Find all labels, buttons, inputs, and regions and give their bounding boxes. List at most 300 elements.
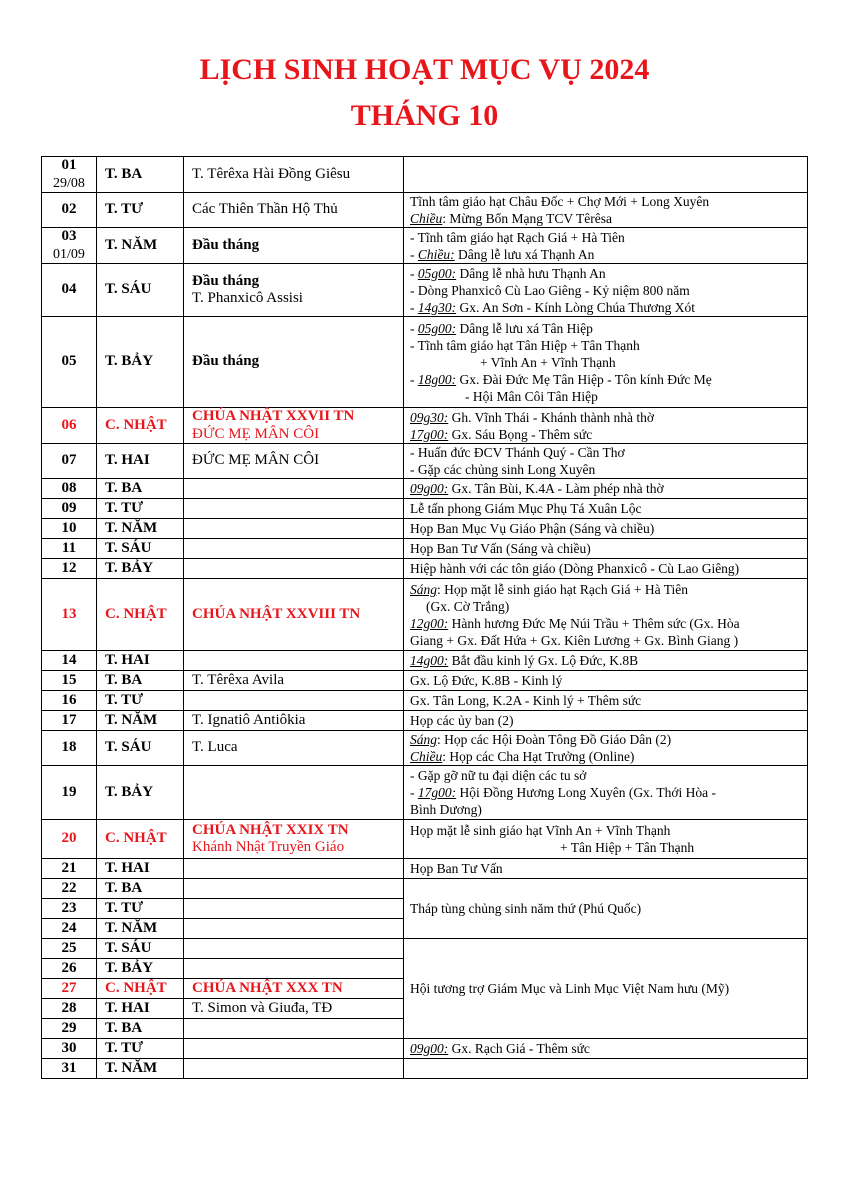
feast-cell xyxy=(184,671,404,691)
day-number-cell xyxy=(42,959,97,979)
weekday: T. BA xyxy=(105,165,143,182)
event-line xyxy=(410,1040,802,1057)
events-cell xyxy=(404,479,808,499)
day-number: 16 xyxy=(61,691,77,708)
table-row xyxy=(42,820,808,859)
day-number: 27 xyxy=(61,979,77,996)
event-time: 17g00: xyxy=(417,785,457,800)
events-cell xyxy=(404,539,808,559)
table-row xyxy=(42,317,808,408)
weekday: T. NĂM xyxy=(105,519,158,536)
feast-cell xyxy=(184,579,404,651)
event-time: Sáng xyxy=(410,732,437,747)
day-number: 29 xyxy=(61,1019,77,1036)
weekday-cell xyxy=(97,939,184,959)
weekday: T. BA xyxy=(105,1019,143,1036)
events-cell xyxy=(404,1059,808,1079)
schedule-table xyxy=(41,156,808,1079)
weekday-cell xyxy=(97,228,184,264)
event-line: (Gx. Cờ Trắng) xyxy=(426,598,510,614)
weekday-cell xyxy=(97,317,184,408)
feast-cell xyxy=(184,317,404,408)
feast-cell xyxy=(184,264,404,317)
event-line: - Tĩnh tâm giáo hạt Tân Hiệp + Tân Thạnh xyxy=(410,337,640,353)
weekday-cell xyxy=(97,579,184,651)
event-time: 05g00: xyxy=(417,265,457,281)
events-cell xyxy=(404,264,808,317)
day-number: 21 xyxy=(61,859,77,876)
weekday-cell xyxy=(97,479,184,499)
table-row xyxy=(42,539,808,559)
feast-cell xyxy=(184,519,404,539)
feast-cell xyxy=(184,499,404,519)
events-cell xyxy=(404,1039,808,1059)
event-line: Họp Ban Mục Vụ Giáo Phận (Sáng và chiều) xyxy=(410,521,655,536)
day-number-cell xyxy=(42,499,97,519)
feast-cell xyxy=(184,559,404,579)
event-time: Sáng xyxy=(410,581,437,597)
weekday: T. HAI xyxy=(105,859,150,876)
events-cell xyxy=(404,157,808,193)
feast-cell xyxy=(184,731,404,766)
event-time: Chiều xyxy=(410,211,443,226)
weekday: T. TƯ xyxy=(105,201,144,218)
event-text: Hội Đồng Hương Long Xuyên (Gx. Thới Hòa - xyxy=(456,785,716,800)
feast-name: ĐỨC MẸ MÂN CÔI xyxy=(192,452,320,469)
feast-name: T. Ignatiô Antiôkia xyxy=(192,711,306,728)
table-row xyxy=(42,691,808,711)
events-cell xyxy=(404,879,808,939)
event-line xyxy=(410,784,802,801)
events-cell xyxy=(404,671,808,691)
table-row xyxy=(42,766,808,820)
weekday: T. SÁU xyxy=(105,739,152,756)
weekday: T. TƯ xyxy=(105,691,144,708)
weekday-cell xyxy=(97,766,184,820)
feast-name: CHÚA NHẬT XXX TN xyxy=(192,979,343,996)
day-number-cell xyxy=(42,859,97,879)
weekday: T. BẢY xyxy=(105,353,154,370)
day-number: 17 xyxy=(61,711,77,728)
day-number: 04 xyxy=(61,281,77,298)
event-line: - Huấn đức ĐCV Thánh Quý - Cần Thơ xyxy=(410,445,625,460)
feast-name: CHÚA NHẬT XXVII TN xyxy=(192,408,355,424)
event-line xyxy=(410,426,802,443)
table-row xyxy=(42,731,808,766)
day-number-cell xyxy=(42,408,97,444)
feast-cell xyxy=(184,1039,404,1059)
feast-name: T. Têrêxa Hài Đồng Giêsu xyxy=(192,165,351,182)
weekday-cell xyxy=(97,999,184,1019)
day-number-cell xyxy=(42,711,97,731)
event-line xyxy=(410,210,802,227)
weekday: T. BẢY xyxy=(105,959,154,976)
event-line xyxy=(410,371,802,388)
table-row xyxy=(42,444,808,479)
weekday-cell xyxy=(97,157,184,193)
weekday-cell xyxy=(97,499,184,519)
page-title: LỊCH SINH HOẠT MỤC VỤ 2024 xyxy=(199,53,650,86)
event-text: Gx. Đài Đức Mẹ Tân Hiệp - Tôn kính Đức Mẹ xyxy=(456,371,712,387)
weekday-cell xyxy=(97,193,184,228)
table-row xyxy=(42,228,808,264)
event-text: Gh. Vĩnh Thái - Khánh thành nhà thờ xyxy=(448,409,654,425)
table-row xyxy=(42,879,808,899)
event-line: Hội tương trợ Giám Mục và Linh Mục Việt Nam hưu (Mỹ) xyxy=(410,981,730,996)
lunar-date: 29/08 xyxy=(53,175,85,191)
table-row xyxy=(42,479,808,499)
feast-cell xyxy=(184,1019,404,1039)
day-number: 23 xyxy=(61,899,77,916)
day-number: 05 xyxy=(61,353,77,370)
day-number: 07 xyxy=(61,452,77,469)
weekday: T. NĂM xyxy=(105,919,158,936)
feast-cell xyxy=(184,979,404,999)
day-number: 15 xyxy=(61,671,77,688)
event-text: : Họp mặt lễ sinh giáo hạt Rạch Giá + Hà Tiên xyxy=(437,581,688,597)
weekday: T. BẢY xyxy=(105,559,154,576)
day-number-cell xyxy=(42,1019,97,1039)
events-cell xyxy=(404,499,808,519)
weekday: T. HAI xyxy=(105,452,150,469)
event-prefix: - xyxy=(410,320,418,336)
day-number: 09 xyxy=(61,499,77,516)
day-number: 12 xyxy=(61,559,77,576)
event-text: Dâng lễ lưu xá Thạnh An xyxy=(454,246,595,262)
day-number: 26 xyxy=(61,959,77,976)
event-time: Chiều xyxy=(410,749,443,764)
events-cell xyxy=(404,193,808,228)
event-text: : Mừng Bổn Mạng TCV Têrêsa xyxy=(442,211,612,226)
table-row xyxy=(42,193,808,228)
events-cell xyxy=(404,317,808,408)
weekday-cell xyxy=(97,979,184,999)
weekday: T. NĂM xyxy=(105,711,158,728)
event-time: 09g00: xyxy=(410,481,449,496)
day-number: 19 xyxy=(61,783,77,800)
event-time: 09g30: xyxy=(410,409,449,425)
feast-name: T. Simon và Giuđa, TĐ xyxy=(192,999,333,1016)
event-line: Giang + Gx. Đất Hứa + Gx. Kiên Lương + Gx. Bình Giang ) xyxy=(410,632,739,648)
event-line: + Tân Hiệp + Tân Thạnh xyxy=(560,840,695,855)
event-text: Bắt đầu kinh lý Gx. Lộ Đức, K.8B xyxy=(448,653,639,668)
day-number: 03 xyxy=(61,228,77,244)
weekday-cell xyxy=(97,671,184,691)
weekday: C. NHẬT xyxy=(105,830,167,847)
weekday: T. TƯ xyxy=(105,899,144,916)
feast-name: CHÚA NHẬT XXIX TN xyxy=(192,821,349,838)
event-line: Lễ tấn phong Giám Mục Phụ Tá Xuân Lộc xyxy=(410,501,642,516)
event-text: Gx. Rạch Giá - Thêm sức xyxy=(448,1041,590,1056)
event-text: : Họp các Hội Đoàn Tông Đồ Giáo Dân (2) xyxy=(437,732,672,747)
event-line: + Vĩnh An + Vĩnh Thạnh xyxy=(480,354,616,370)
day-number-cell xyxy=(42,651,97,671)
event-prefix: - xyxy=(410,299,418,315)
day-number-cell xyxy=(42,539,97,559)
day-number-cell xyxy=(42,579,97,651)
feast-cell xyxy=(184,157,404,193)
event-line xyxy=(410,731,802,748)
event-text: Hành hương Đức Mẹ Núi Trầu + Thêm sức (Gx. Hòa xyxy=(448,615,740,631)
weekday: T. BA xyxy=(105,671,143,688)
feast-cell xyxy=(184,408,404,444)
day-number-cell xyxy=(42,1059,97,1079)
event-line xyxy=(410,615,802,632)
event-line: Họp các ủy ban (2) xyxy=(410,713,514,728)
table-row xyxy=(42,711,808,731)
feast-name: CHÚA NHẬT XXVIII TN xyxy=(192,605,361,622)
event-prefix: - xyxy=(410,246,418,262)
feast-cell xyxy=(184,539,404,559)
weekday-cell xyxy=(97,408,184,444)
events-cell xyxy=(404,691,808,711)
weekday: T. SÁU xyxy=(105,539,152,556)
events-cell xyxy=(404,731,808,766)
event-time: 18g00: xyxy=(417,371,457,387)
feast-name: T. Luca xyxy=(192,739,238,756)
table-row xyxy=(42,499,808,519)
weekday-cell xyxy=(97,691,184,711)
event-text: Dâng lễ nhà hưu Thạnh An xyxy=(456,265,606,281)
feast-name: Đầu tháng xyxy=(192,353,260,370)
weekday-cell xyxy=(97,859,184,879)
day-number-cell xyxy=(42,899,97,919)
day-number: 20 xyxy=(61,830,77,847)
day-number: 08 xyxy=(61,479,77,496)
event-line: - Hội Mân Côi Tân Hiệp xyxy=(465,388,598,404)
weekday-cell xyxy=(97,1059,184,1079)
event-text: Dâng lễ lưu xá Tân Hiệp xyxy=(456,320,593,336)
event-line: - Gặp gỡ nữ tu đại diện các tu sở xyxy=(410,768,587,783)
events-cell xyxy=(404,519,808,539)
day-number: 13 xyxy=(61,605,77,622)
day-number: 06 xyxy=(61,416,77,433)
day-number-cell xyxy=(42,479,97,499)
day-number-cell xyxy=(42,317,97,408)
event-line: Gx. Lộ Đức, K.8B - Kinh lý xyxy=(410,673,563,688)
event-line: Tháp tùng chủng sinh năm thứ (Phú Quốc) xyxy=(410,901,642,916)
day-number-cell xyxy=(42,919,97,939)
weekday: T. BA xyxy=(105,879,143,896)
day-number-cell xyxy=(42,1039,97,1059)
feast-cell xyxy=(184,444,404,479)
event-line: Bình Dương) xyxy=(410,802,482,817)
weekday: T. SÁU xyxy=(105,281,152,298)
feast-cell xyxy=(184,711,404,731)
event-line: Gx. Tân Long, K.2A - Kinh lý + Thêm sức xyxy=(410,693,642,708)
day-number-cell xyxy=(42,519,97,539)
weekday-cell xyxy=(97,559,184,579)
day-number-cell xyxy=(42,879,97,899)
table-row xyxy=(42,1039,808,1059)
event-time: 12g00: xyxy=(410,615,449,631)
day-number: 25 xyxy=(61,939,77,956)
feast-name: Các Thiên Thần Hộ Thủ xyxy=(192,201,338,218)
weekday: T. BẢY xyxy=(105,783,154,800)
event-line xyxy=(410,480,802,497)
event-line xyxy=(410,409,802,426)
day-number-cell xyxy=(42,999,97,1019)
weekday: C. NHẬT xyxy=(105,605,167,622)
day-number-cell xyxy=(42,193,97,228)
event-line: Họp Ban Tư Vấn xyxy=(410,861,503,876)
event-line xyxy=(410,265,802,282)
day-number: 10 xyxy=(61,519,77,536)
event-line xyxy=(410,748,802,765)
feast-cell xyxy=(184,859,404,879)
feast-cell xyxy=(184,193,404,228)
event-time: Chiều: xyxy=(417,246,455,262)
event-time: 14g30: xyxy=(417,299,457,315)
weekday-cell xyxy=(97,1019,184,1039)
feast-cell xyxy=(184,899,404,919)
weekday-cell xyxy=(97,1039,184,1059)
event-prefix: - xyxy=(410,785,418,800)
events-cell xyxy=(404,228,808,264)
table-row xyxy=(42,939,808,959)
weekday-cell xyxy=(97,919,184,939)
events-cell xyxy=(404,651,808,671)
table-row xyxy=(42,408,808,444)
event-time: 17g00: xyxy=(410,426,449,442)
day-number: 24 xyxy=(61,919,77,936)
weekday: T. TƯ xyxy=(105,1039,144,1056)
event-line xyxy=(410,320,802,337)
day-number-cell xyxy=(42,766,97,820)
event-line: - Gặp các chủng sinh Long Xuyên xyxy=(410,462,596,477)
event-line: Họp mặt lễ sinh giáo hạt Vĩnh An + Vĩnh Thạnh xyxy=(410,823,671,838)
weekday: T. HAI xyxy=(105,651,150,668)
weekday-cell xyxy=(97,711,184,731)
feast-cell xyxy=(184,651,404,671)
weekday-cell xyxy=(97,959,184,979)
table-row xyxy=(42,157,808,193)
day-number-cell xyxy=(42,264,97,317)
feast-name: Đầu tháng xyxy=(192,236,260,253)
day-number: 01 xyxy=(61,157,77,173)
table-row xyxy=(42,859,808,879)
table-row xyxy=(42,264,808,317)
weekday-cell xyxy=(97,879,184,899)
lunar-date: 01/09 xyxy=(53,246,85,262)
events-cell xyxy=(404,820,808,859)
events-cell xyxy=(404,559,808,579)
event-text: Gx. An Sơn - Kính Lòng Chúa Thương Xót xyxy=(456,299,695,315)
events-cell xyxy=(404,408,808,444)
feast-cell xyxy=(184,879,404,899)
day-number-cell xyxy=(42,939,97,959)
event-text: Gx. Sáu Bọng - Thêm sức xyxy=(448,426,593,442)
feast-cell xyxy=(184,228,404,264)
weekday: T. HAI xyxy=(105,999,150,1016)
event-prefix: - xyxy=(410,371,418,387)
event-line xyxy=(410,246,802,263)
weekday-cell xyxy=(97,820,184,859)
day-number: 28 xyxy=(61,999,77,1016)
feast-cell xyxy=(184,766,404,820)
events-cell xyxy=(404,859,808,879)
weekday: T. SÁU xyxy=(105,939,152,956)
event-line xyxy=(410,299,802,316)
feast-name-secondary: ĐỨC MẸ MÂN CÔI xyxy=(192,425,320,442)
events-cell xyxy=(404,766,808,820)
weekday-cell xyxy=(97,899,184,919)
weekday-cell xyxy=(97,264,184,317)
weekday-cell xyxy=(97,539,184,559)
day-number: 02 xyxy=(61,201,77,218)
event-line xyxy=(410,581,802,598)
feast-cell xyxy=(184,1059,404,1079)
day-number: 22 xyxy=(61,879,77,896)
day-number-cell xyxy=(42,559,97,579)
feast-cell xyxy=(184,820,404,859)
feast-cell xyxy=(184,939,404,959)
weekday: T. BA xyxy=(105,479,143,496)
weekday: T. TƯ xyxy=(105,499,144,516)
event-prefix: - xyxy=(410,265,418,281)
table-row xyxy=(42,1059,808,1079)
day-number: 31 xyxy=(61,1059,77,1076)
feast-name-secondary: T. Phanxicô Assisi xyxy=(192,290,303,306)
event-line xyxy=(410,652,802,669)
table-row xyxy=(42,559,808,579)
page-subtitle-month: THÁNG 10 xyxy=(350,99,499,132)
day-number-cell xyxy=(42,228,97,264)
event-line: - Dòng Phanxicô Cù Lao Giêng - Kỷ niệm 800 năm xyxy=(410,282,690,298)
event-line: Hiệp hành với các tôn giáo (Dòng Phanxicô - Cù Lao Giêng) xyxy=(410,561,740,576)
events-cell xyxy=(404,711,808,731)
weekday: C. NHẬT xyxy=(105,416,167,433)
weekday-cell xyxy=(97,651,184,671)
table-row xyxy=(42,519,808,539)
day-number: 30 xyxy=(61,1039,77,1056)
day-number-cell xyxy=(42,444,97,479)
feast-name-secondary: Khánh Nhật Truyền Giáo xyxy=(192,839,345,855)
event-text: : Họp các Cha Hạt Trưởng (Online) xyxy=(442,749,635,764)
weekday: T. NĂM xyxy=(105,236,158,253)
weekday-cell xyxy=(97,731,184,766)
event-line: Họp Ban Tư Vấn (Sáng và chiều) xyxy=(410,541,591,556)
day-number: 11 xyxy=(61,539,77,556)
feast-cell xyxy=(184,999,404,1019)
event-time: 14g00: xyxy=(410,653,449,668)
event-line: - Tĩnh tâm giáo hạt Rạch Giá + Hà Tiên xyxy=(410,229,625,245)
day-number-cell xyxy=(42,731,97,766)
weekday: T. NĂM xyxy=(105,1059,158,1076)
event-time: 09g00: xyxy=(410,1041,449,1056)
day-number: 18 xyxy=(61,739,77,756)
events-cell xyxy=(404,579,808,651)
weekday: C. NHẬT xyxy=(105,979,167,996)
table-row xyxy=(42,579,808,651)
day-number-cell xyxy=(42,979,97,999)
events-cell xyxy=(404,444,808,479)
day-number-cell xyxy=(42,820,97,859)
event-text: Gx. Tân Bùi, K.4A - Làm phép nhà thờ xyxy=(448,481,664,496)
day-number-cell xyxy=(42,157,97,193)
table-row xyxy=(42,671,808,691)
feast-name: T. Têrêxa Avila xyxy=(192,671,285,688)
event-line: Tĩnh tâm giáo hạt Châu Đốc + Chợ Mới + Long Xuyên xyxy=(410,194,710,209)
events-cell xyxy=(404,939,808,1039)
feast-cell xyxy=(184,691,404,711)
weekday-cell xyxy=(97,519,184,539)
weekday-cell xyxy=(97,444,184,479)
feast-cell xyxy=(184,959,404,979)
feast-name: Đầu tháng xyxy=(192,272,260,289)
feast-cell xyxy=(184,919,404,939)
day-number-cell xyxy=(42,671,97,691)
